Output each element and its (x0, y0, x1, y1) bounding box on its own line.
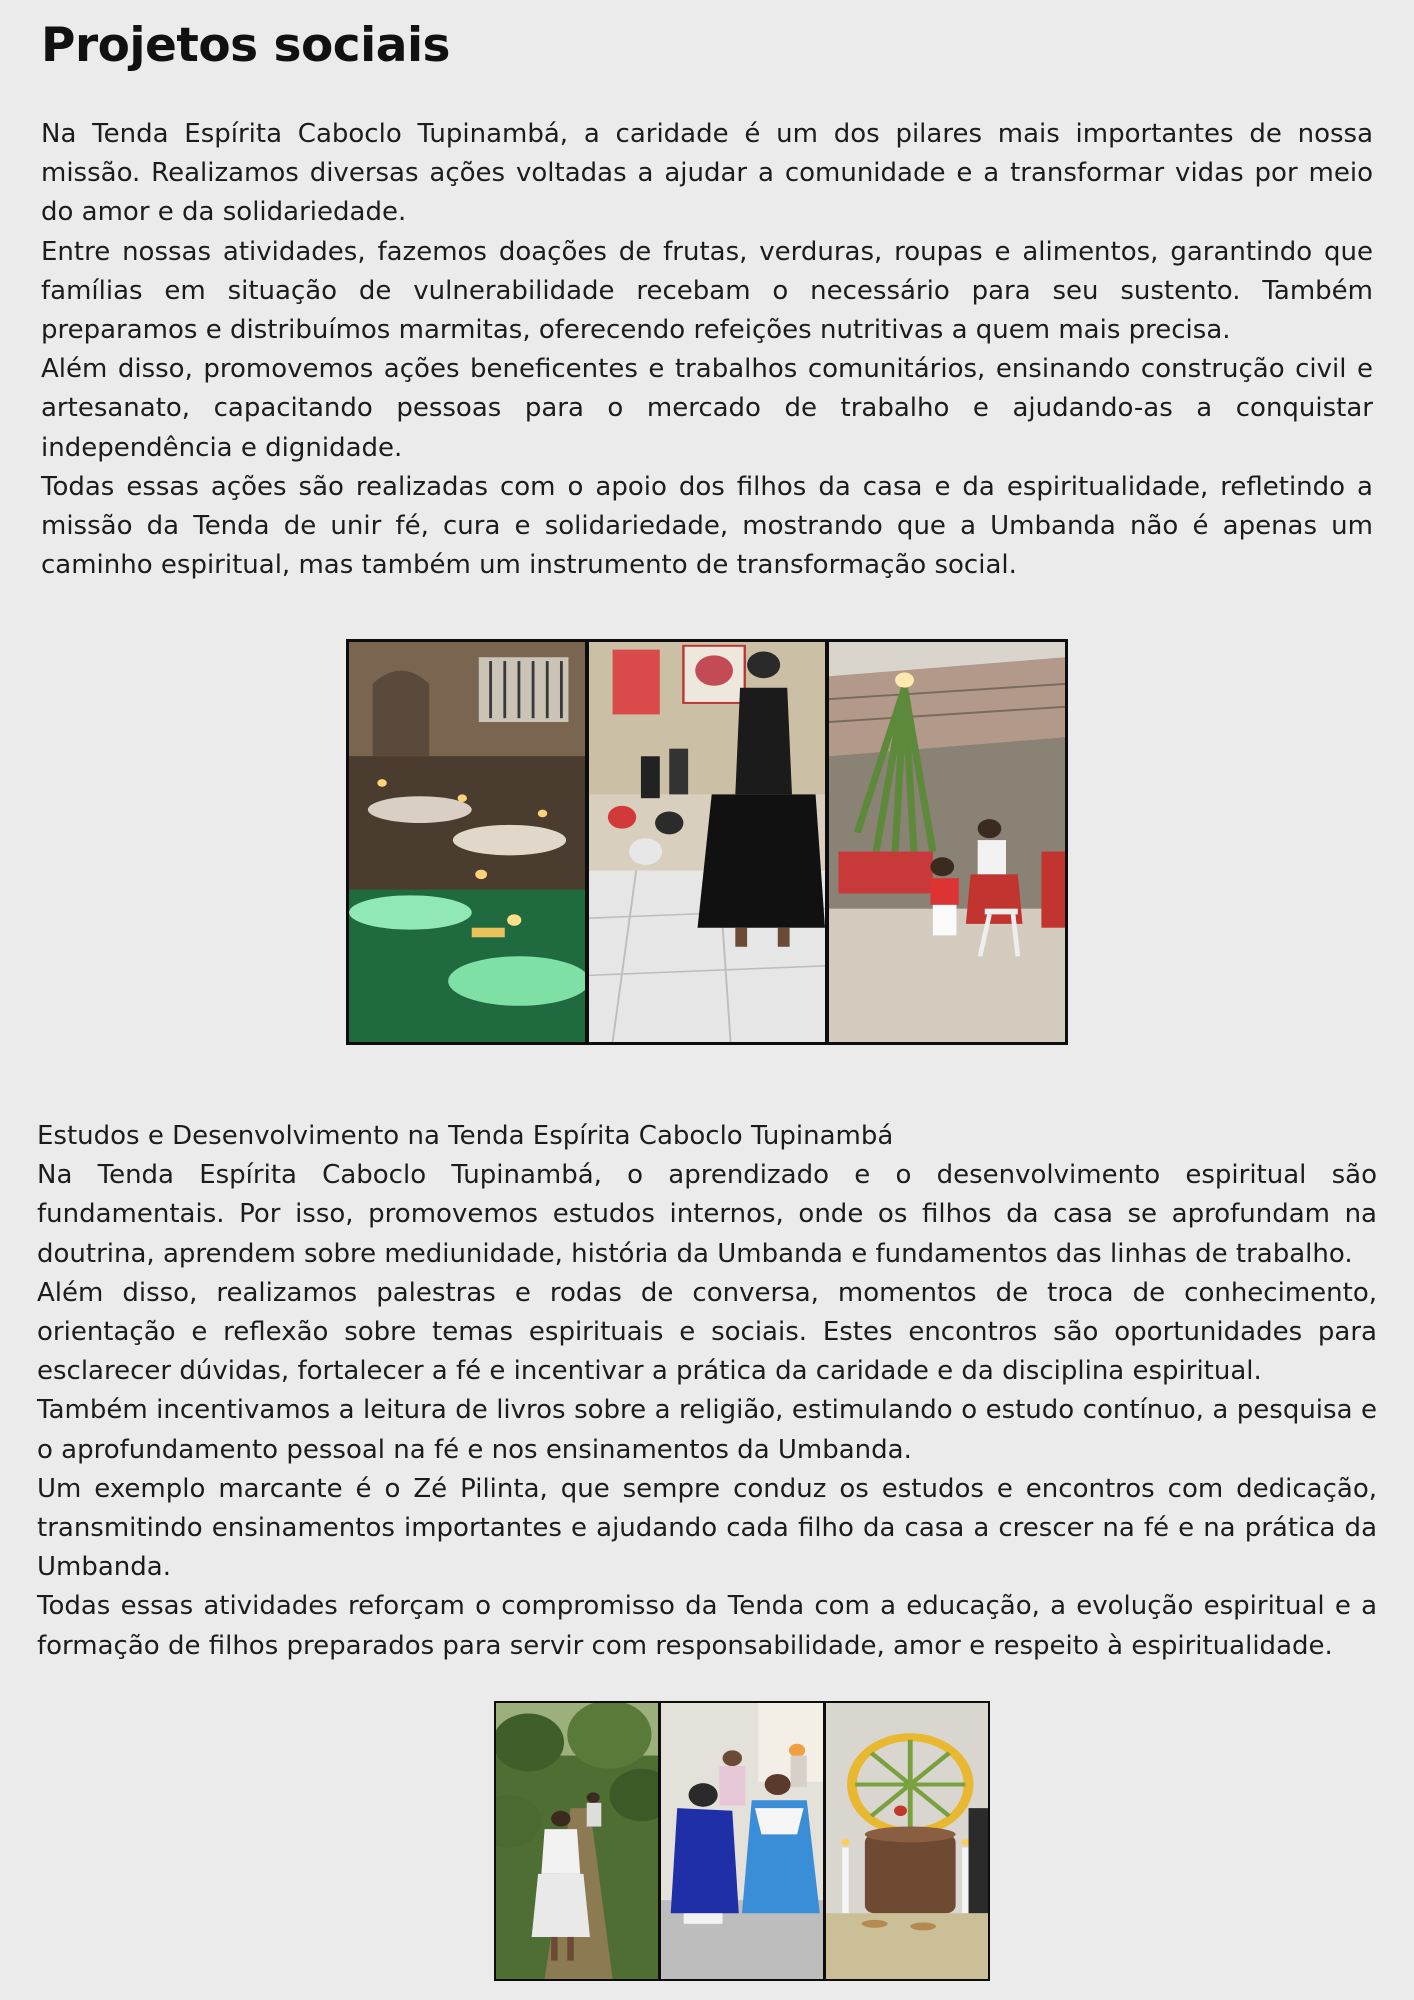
social-projects-paragraph: Todas essas ações são realizadas com o apoio dos filhos da casa e da espiritualidade, refletindo a missão da Tenda de unir fé, cura e solidariedade, mostrando que a Umbanda não é apenas um caminho espiritual, mas também um instrumento de transformação social. (41, 471, 1373, 581)
social-projects-text (41, 115, 1373, 585)
photo-altar-candles (826, 1703, 988, 1979)
studies-photo-collage (494, 1701, 990, 1981)
social-projects-paragraph: Entre nossas atividades, fazemos doações de frutas, verduras, roupas e alimentos, garantindo que famílias em situação de vulnerabilidade recebam o necessário para seu sustento. Também preparamos e distribuímos marmitas, oferecendo refeições nutritivas a quem mais precisa. (41, 236, 1373, 346)
photo-blue-ceremony (661, 1703, 823, 1979)
page-title: Projetos sociais (41, 18, 451, 73)
social-projects-paragraph: Além disso, promovemos ações beneficentes e trabalhos comunitários, ensinando construção civil e artesanato, capacitando pessoas para o mercado de trabalho e ajudando-as a conquistar independência e dignidade. (41, 354, 1373, 463)
social-projects-paragraph: Na Tenda Espírita Caboclo Tupinambá, a caridade é um dos pilares mais importantes de nossa missão. Realizamos diversas ações voltadas a ajudar a comunidade e a transformar vidas por meio do amor e da solidariedade. (41, 119, 1373, 228)
studies-heading: Estudos e Desenvolvimento na Tenda Espírita Caboclo Tupinambá (37, 1121, 894, 1151)
photo-healing-ritual (349, 642, 585, 1042)
studies-section (37, 1117, 1377, 1666)
photo-entity-dance (589, 642, 825, 1042)
studies-paragraph: Um exemplo marcante é o Zé Pilinta, que sempre conduz os estudos e encontros com dedicação, transmitindo ensinamentos importantes e ajudando cada filho da casa a crescer na fé e na prática da Umbanda. (37, 1473, 1377, 1583)
social-projects-photo-collage (346, 639, 1068, 1045)
photo-forest-walk (496, 1703, 658, 1979)
studies-paragraph: Todas essas atividades reforçam o compromisso da Tenda com a educação, a evolução espiritual e a formação de filhos preparados para servir com responsabilidade, amor e respeito à espiritualidade. (37, 1591, 1377, 1661)
studies-paragraph: Além disso, realizamos palestras e rodas de conversa, momentos de troca de conhecimento, orientação e reflexão sobre temas espirituais e sociais. Estes encontros são oportunidades para esclarecer dúvidas, fortalecer a fé e incentivar a prática da caridade e da disciplina espiritual. (37, 1277, 1377, 1387)
photo-community-gathering (829, 642, 1065, 1042)
studies-paragraph: Na Tenda Espírita Caboclo Tupinambá, o aprendizado e o desenvolvimento espiritual são fundamentais. Por isso, promovemos estudos internos, onde os filhos da casa se aprofundam na doutrina, aprendem sobre mediunidade, história da Umbanda e fundamentos das linhas de trabalho. (37, 1160, 1377, 1269)
studies-paragraph: Também incentivamos a leitura de livros sobre a religião, estimulando o estudo contínuo, a pesquisa e o aprofundamento pessoal na fé e nos ensinamentos da Umbanda. (37, 1395, 1377, 1465)
